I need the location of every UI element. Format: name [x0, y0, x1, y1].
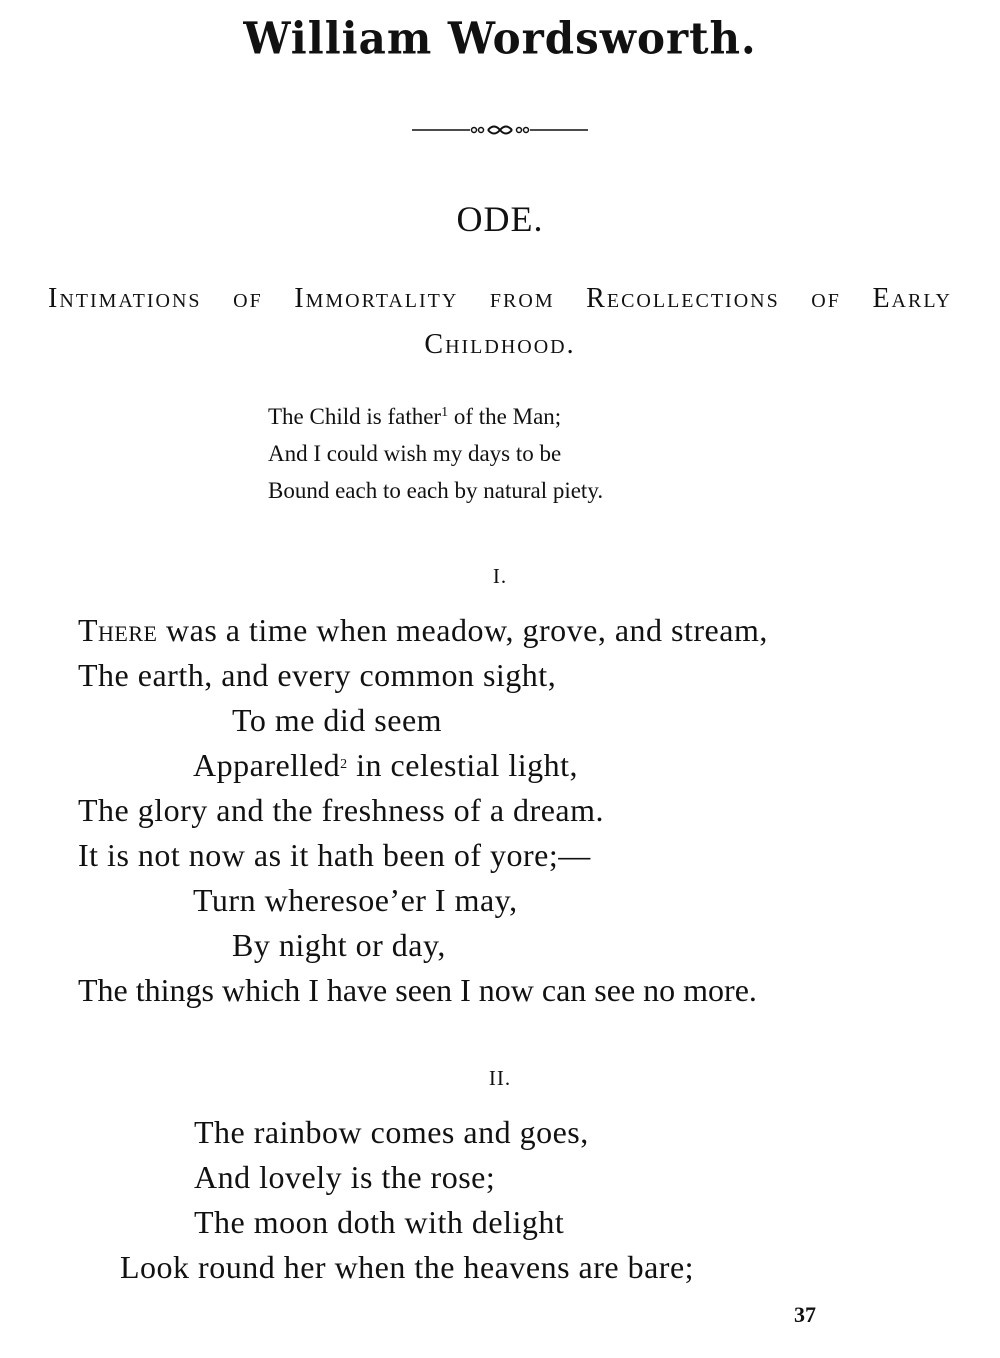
poem-subtitle: Intimations of Immortality from Recollections of Early Childhood. [48, 283, 952, 360]
poem-line: It is not now as it hath been of yore;— [78, 837, 591, 873]
poem-line: Apparelled$^2$ in celestial light, [193, 747, 579, 783]
poem-line: Turn wheresoe’er I may, [193, 882, 518, 918]
stanza-1 [78, 608, 768, 1013]
ornament-divider-icon [410, 120, 590, 140]
stanza-number-1: I. [492, 564, 508, 588]
poem-line: The things which I have seen I now can see no more. [78, 972, 757, 1008]
poem-line: There was a time when meadow, grove, and stream, [78, 612, 768, 648]
epigraph-line: Bound each to each by natural piety. [268, 478, 604, 503]
author-heading: William Wordsworth. [243, 12, 757, 65]
poem-line: The glory and the freshness of a dream. [78, 792, 604, 828]
poem-line: The earth, and every common sight, [78, 657, 557, 693]
epigraph-line: And I could wish my days to be [268, 441, 562, 466]
footnote-marker: 1 [441, 405, 449, 420]
poem-line: The rainbow comes and goes, [194, 1114, 589, 1150]
poem-line: And lovely is the rose; [194, 1159, 496, 1195]
poem-line: To me did seem [232, 702, 443, 738]
poem-line: By night or day, [232, 927, 446, 963]
poem-line: The moon doth with delight [194, 1204, 565, 1240]
stanza-number-2: II. [488, 1066, 512, 1090]
epigraph-line: The Child is father$^1$ of the Man; [268, 404, 562, 429]
epigraph [268, 398, 603, 509]
poem-title: ODE. [456, 199, 544, 239]
page-number: 37 [794, 1302, 816, 1327]
stanza-2 [120, 1110, 694, 1290]
stanza-first-word: There [78, 612, 158, 648]
footnote-marker: 2 [340, 757, 348, 772]
poem-line: Look round her when the heavens are bare; [120, 1249, 695, 1285]
